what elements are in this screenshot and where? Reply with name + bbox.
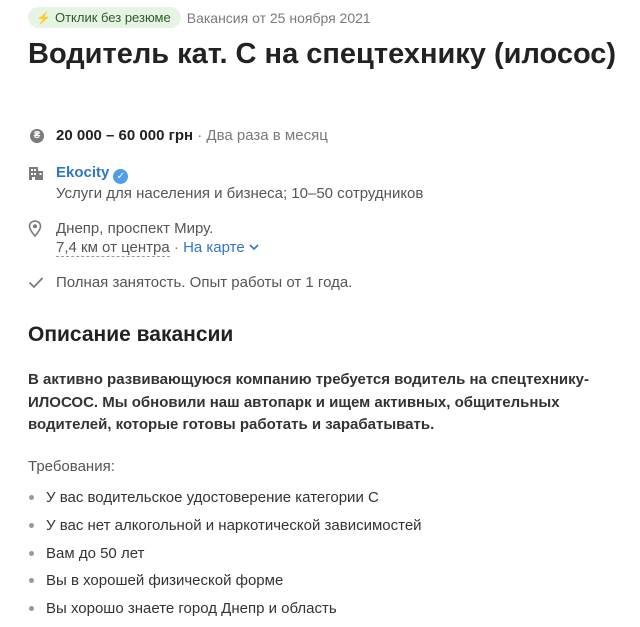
- map-link-label: На карте: [183, 239, 245, 256]
- list-item: Вам до 50 лет: [28, 544, 422, 572]
- company-link[interactable]: Ekocity: [56, 164, 110, 181]
- list-item: У вас нет алкогольной и наркотической зависимостей: [28, 516, 422, 544]
- description-lead: В активно развивающуюся компанию требуется водитель на спецтехнику- ИЛОСОС. Мы обновили наш автопарк и ищем активных, общительных водителей, которые готовы работать и зарабатывать.: [28, 371, 589, 433]
- bullet-icon: [29, 606, 34, 611]
- bullet-icon: [29, 495, 34, 500]
- employment-type: Полная занятость. Опыт работы от 1 года.: [56, 274, 353, 291]
- location-row: [28, 219, 259, 257]
- show-on-map-link[interactable]: [183, 239, 259, 256]
- salary-row: [28, 126, 328, 145]
- building-icon: [28, 165, 44, 181]
- hryvnia-icon: ₴: [30, 129, 44, 143]
- requirements-list: [28, 488, 422, 627]
- quick-apply-badge: [28, 7, 181, 28]
- bullet-icon: [29, 578, 34, 583]
- posted-date: Вакансия от 25 ноября 2021: [186, 9, 371, 26]
- bolt-icon: ⚡: [36, 10, 51, 25]
- list-item: Вы хорошо знаете город Днепр и область: [28, 599, 422, 627]
- company-row: [28, 163, 423, 203]
- address: Днепр, проспект Миру.: [56, 220, 214, 237]
- chevron-down-icon: [249, 244, 259, 251]
- description-heading: Описание вакансии: [28, 323, 234, 346]
- employment-row: [28, 273, 352, 292]
- payment-frequency: Два раза в месяц: [206, 127, 328, 144]
- list-item: Вы в хорошей физической форме: [28, 571, 422, 599]
- salary-range: 20 000 – 60 000 грн: [56, 127, 194, 144]
- checkmark-icon: [28, 276, 44, 289]
- distance-from-center[interactable]: 7,4 км от центра: [56, 239, 170, 256]
- vacancy-meta-top: [28, 7, 371, 28]
- requirements-label: Требования:: [28, 458, 115, 475]
- bullet-icon: [29, 523, 34, 528]
- company-description: Услуги для населения и бизнеса; 10–50 сотрудников: [56, 185, 424, 202]
- quick-apply-label: Отклик без резюме: [54, 10, 171, 25]
- bullet-icon: [29, 551, 34, 556]
- vacancy-title: Водитель кат. С на спецтехнику (илосос): [28, 38, 617, 70]
- verified-check-icon: ✓: [113, 169, 128, 184]
- salary-separator: ·: [193, 127, 207, 144]
- list-item: У вас водительское удостоверение категории С: [28, 488, 422, 516]
- location-separator: ·: [169, 239, 184, 256]
- map-pin-icon: [28, 220, 42, 237]
